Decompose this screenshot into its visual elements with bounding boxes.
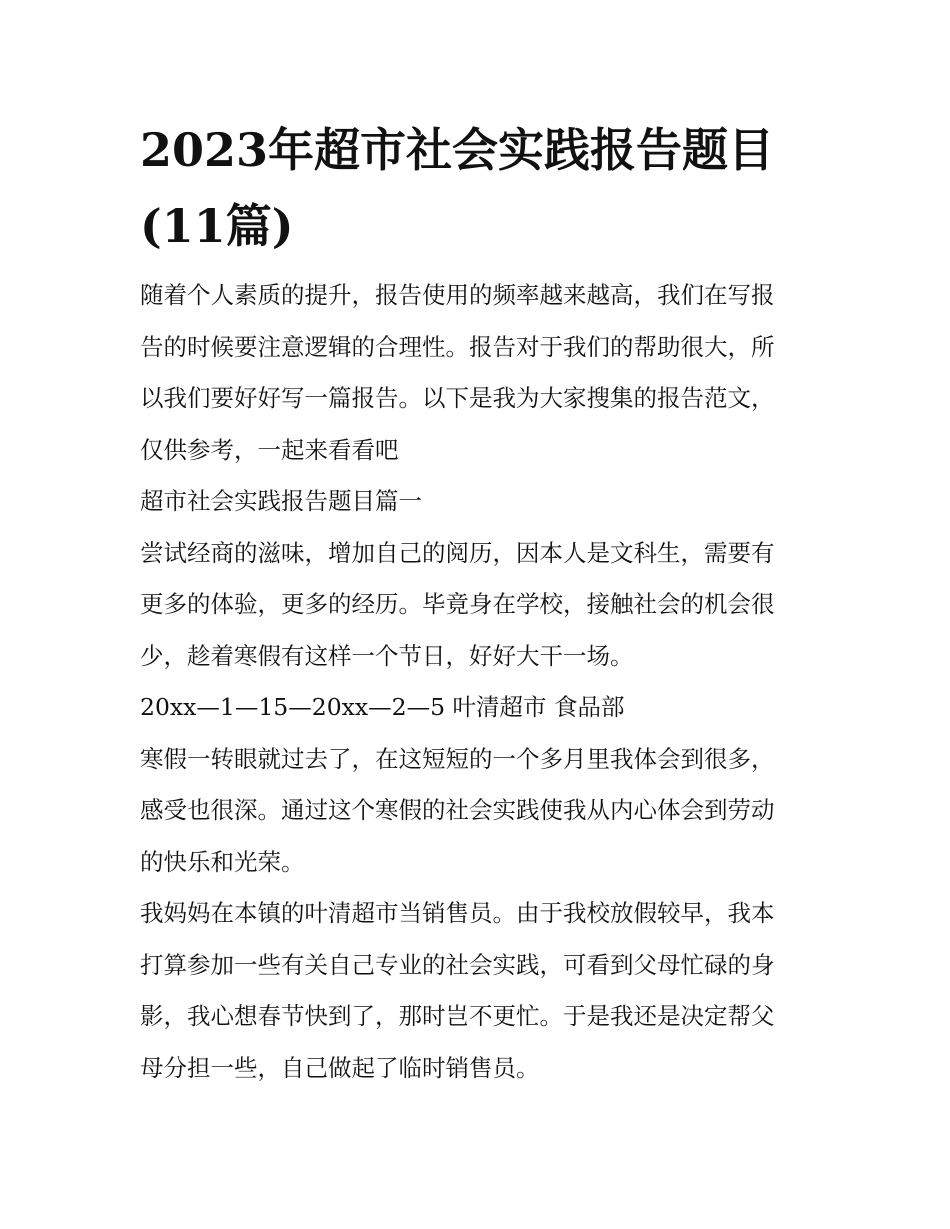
section-heading	[140, 476, 812, 528]
text-line: 寒假一转眼就过去了，在这短短的一个多月里我体会到很多，	[140, 744, 775, 773]
document-title	[140, 112, 812, 264]
text-line: 20xx—1—15—20xx—2—5 叶清超市 食品部	[140, 693, 625, 721]
text-line: 超市社会实践报告题目篇一	[140, 487, 422, 515]
body-paragraph	[140, 528, 812, 683]
text-line: 以我们要好好写一篇报告。以下是我为大家搜集的报告范文，	[140, 384, 775, 412]
body-paragraph	[140, 888, 812, 1094]
title-line: 2023年超市社会实践报告题目	[140, 123, 775, 177]
intro-paragraph	[140, 270, 812, 476]
body-paragraph	[140, 734, 812, 889]
text-line: 随着个人素质的提升，报告使用的频率越来越高，我们在写报	[140, 281, 775, 309]
text-line: 我妈妈在本镇的叶清超市当销售员。由于我校放假较早，我本	[140, 899, 775, 927]
date-location-line	[140, 682, 812, 734]
text-line: 影，我心想春节快到了，那时岂不更忙。于是我还是决定帮父	[140, 1002, 775, 1030]
text-line: 更多的体验，更多的经历。毕竟身在学校，接触社会的机会很	[140, 590, 775, 618]
document-body	[140, 270, 812, 1094]
text-line: 尝试经商的滋味，增加自己的阅历，因本人是文科生，需要有	[140, 538, 775, 567]
text-line: 打算参加一些有关自己专业的社会实践，可看到父母忙碌的身	[140, 950, 775, 979]
text-line: 的快乐和光荣。	[140, 847, 305, 876]
text-line: 母分担一些，自己做起了临时销售员。	[140, 1053, 540, 1082]
text-line: 仅供参考，一起来看看吧	[140, 435, 399, 464]
text-line: 感受也很深。通过这个寒假的社会实践使我从内心体会到劳动	[140, 796, 775, 824]
text-line: 告的时候要注意逻辑的合理性。报告对于我们的帮助很大，所	[140, 332, 775, 361]
title-line: (11篇)	[140, 199, 294, 253]
text-line: 少，趁着寒假有这样一个节日，好好大干一场。	[140, 641, 634, 670]
document-page	[140, 112, 812, 1094]
